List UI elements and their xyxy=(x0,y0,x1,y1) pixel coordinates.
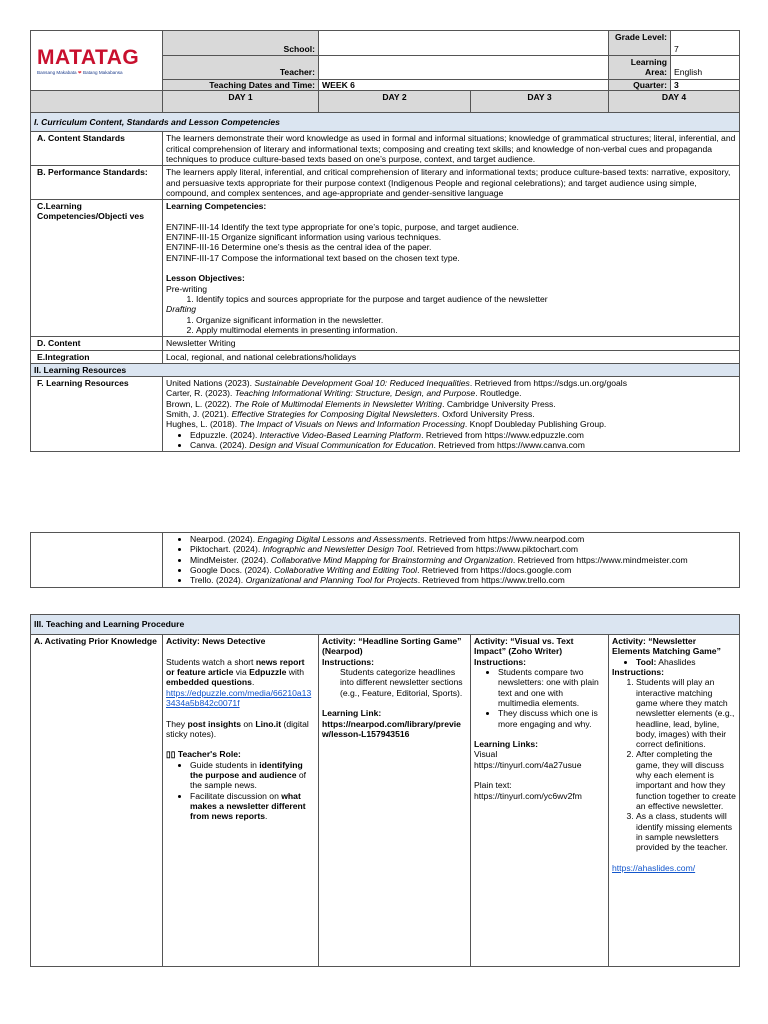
section3-title: III. Teaching and Learning Procedure xyxy=(31,615,740,635)
teacher-label: Teacher: xyxy=(163,56,319,80)
integration-value: Local, regional, and national celebrations/holidays xyxy=(163,350,740,363)
reference-item: • MindMeister. (2024). Collaborative Mind Mapping for Brainstorming and Organization. Retrieved from https://www.mindmeister.com xyxy=(190,555,736,565)
quarter-value: 3 xyxy=(671,79,740,90)
resources-label-empty xyxy=(31,533,163,588)
day2-link-label: Learning Link: xyxy=(322,708,382,719)
prewriting-label: Pre-writing xyxy=(166,283,208,294)
reference-item: • Edpuzzle. (2024). Interactive Video-Based Learning Platform. Retrieved from https://www.edpuzzle.com xyxy=(190,430,736,440)
lesson-plan-table-continued xyxy=(30,532,740,588)
performance-standards-text: The learners apply literal, inferential, and critical comprehension of literary and informational texts; produce culture-based texts: narrative, expository, and persuasive texts appropriate for their purpose context (Indigenous People and regional celebrations); and target audience using simple, compound, and complex sentences, and age-appropriate and gender-sensitive language xyxy=(163,166,740,200)
reference-item: United Nations (2023). Sustainable Development Goal 10: Reduced Inequalities. Retrieved from https://sdgs.un.org/goals xyxy=(166,378,627,389)
resources-label: F. Learning Resources xyxy=(31,377,163,452)
teacher-role-list xyxy=(166,760,315,822)
grade-label: Grade Level: xyxy=(609,31,671,56)
reference-item: Brown, L. (2022). The Role of Multimodal Elements in Newsletter Writing. Cambridge University Press. xyxy=(166,398,556,409)
competency-item: EN7INF-III-17 Compose the informational text based on the chosen text type. xyxy=(166,252,460,263)
prewriting-item: 1. Identify topics and sources appropriate for the purpose and target audience of the newsletter xyxy=(196,294,736,304)
competency-item: EN7INF-III-14 Identify the text type appropriate for one’s topic, purpose, and target audience. xyxy=(166,221,519,232)
heart-icon: ❤ xyxy=(77,70,82,76)
plain-text-label: Plain text: xyxy=(474,780,512,791)
teaching-procedure-table xyxy=(30,614,740,967)
day1-activity-title: Activity: News Detective xyxy=(166,636,266,646)
lesson-plan-table-page1 xyxy=(30,30,740,452)
day4-activity-title: Activity: “Newsletter Elements Matching Game” xyxy=(612,636,721,657)
day4-instructions-list xyxy=(612,677,736,852)
day3-instructions-label: Instructions: xyxy=(474,656,527,667)
day4-activity-cell xyxy=(609,635,740,967)
logo-tagline: Bansang Makabata ❤ Batang Makabansa xyxy=(37,70,123,76)
reference-item: • Google Docs. (2024). Collaborative Writing and Editing Tool. Retrieved from https://docs.google.com xyxy=(190,565,736,575)
day2-instructions-text: Students categorize headlines into different newsletter sections (e.g., Feature, Editorial, Sports). xyxy=(340,666,463,698)
edpuzzle-link[interactable]: https://edpuzzle.com/media/66210a133434a5b842c0071f xyxy=(166,687,312,708)
day2-header: DAY 2 xyxy=(319,90,471,112)
day2-activity-title: Activity: “Headline Sorting Game” (Nearpod) xyxy=(322,636,462,657)
resources-cell-continued xyxy=(163,533,740,588)
day1-header: DAY 1 xyxy=(163,90,319,112)
matatag-logo: MATATAG xyxy=(37,46,140,70)
competencies-heading: Learning Competencies: xyxy=(166,201,267,212)
day4-instruction-item: 3. As a class, students will identify missing elements in sample newsletters provided by the teacher. xyxy=(636,811,736,852)
day-header-spacer xyxy=(31,90,163,112)
day1-activity-cell xyxy=(163,635,319,967)
teacher-role-heading: ▯▯ Teacher's Role: xyxy=(166,749,241,760)
reference-item: • Nearpod. (2024). Engaging Digital Lessons and Assessments. Retrieved from https://www.nearpod.com xyxy=(190,534,736,544)
drafting-item: 1. Organize significant information in the newsletter. xyxy=(196,315,736,325)
resources-cell xyxy=(163,377,740,452)
reference-item: • Trello. (2024). Organizational and Planning Tool for Projects. Retrieved from https://www.trello.com xyxy=(190,575,736,585)
area-label: Learning Area: xyxy=(609,56,671,80)
drafting-item: 2. Apply multimodal elements in presenting information. xyxy=(196,325,736,335)
content-value: Newsletter Writing xyxy=(163,337,740,350)
drafting-label: Drafting xyxy=(166,304,197,315)
section2-title: II. Learning Resources xyxy=(31,363,740,376)
logo-cell xyxy=(31,31,163,91)
activating-label: A. Activating Prior Knowledge xyxy=(31,635,163,967)
reference-item: • Piktochart. (2024). Infographic and Newsletter Design Tool. Retrieved from https://www.piktochart.com xyxy=(190,544,736,554)
reference-item: • Canva. (2024). Design and Visual Communication for Education. Retrieved from https://www.canva.com xyxy=(190,440,736,450)
competencies-label: C.Learning Competencies/Objecti ves xyxy=(31,200,163,337)
ahaslides-link[interactable]: https://ahaslides.com/ xyxy=(612,862,696,873)
day1-description: Students watch a short news report or feature article via Edpuzzle with embedded questions. xyxy=(166,656,305,688)
content-standards-text: The learners demonstrate their word knowledge as used in formal and informal situations; knowledge of grammatical structures; literal, inferential, and critical comprehension of literary and informational texts; composing and creating text skills; and knowledge of non-verbal cues and propaganda techniques to produce culture-based texts based on one’s purpose, context, and target audience. xyxy=(163,132,740,166)
grade-value: 7 xyxy=(671,31,740,56)
drafting-list xyxy=(166,315,736,336)
reference-item: Hughes, L. (2018). The Impact of Visuals on News and Information Processing. Knopf Doubleday Publishing Group. xyxy=(166,419,607,430)
content-standards-label: A. Content Standards xyxy=(31,132,163,166)
competency-item: EN7INF-III-15 Organize significant information using various techniques. xyxy=(166,232,442,243)
day4-instruction-item: 1. Students will play an interactive matching game where they match newsletter elements (e.g., headline, lead, byline, body, images) with their correct definitions. xyxy=(636,677,736,749)
area-value: English xyxy=(671,56,740,80)
content-label: D. Content xyxy=(31,337,163,350)
teacher-value xyxy=(319,56,609,80)
tool-reference-list xyxy=(166,430,736,451)
day4-instruction-item: 2. After completing the game, they will discuss why each element is important and how they function together to create an effective newsletter. xyxy=(636,749,736,811)
competency-item: EN7INF-III-16 Determine one’s thesis as the central idea of the paper. xyxy=(166,242,432,253)
tool-reference-list xyxy=(166,534,736,586)
visual-link[interactable]: https://tinyurl.com/4a27usue xyxy=(474,759,582,770)
teacher-role-item: • Facilitate discussion on what makes a newsletter different from news reports. xyxy=(190,791,315,822)
section1-title: I. Curriculum Content, Standards and Lesson Competencies xyxy=(31,112,740,131)
competencies-cell xyxy=(163,200,740,337)
dates-label: Teaching Dates and Time: xyxy=(163,79,319,90)
reference-item: Smith, J. (2021). Effective Strategies for Composing Digital Newsletters. Oxford University Press. xyxy=(166,409,535,420)
day4-tool-list xyxy=(612,657,736,667)
teacher-role-icon: ▯▯ xyxy=(166,749,176,760)
reference-item: Carter, R. (2023). Teaching Informational Writing: Structure, Design, and Purpose. Routledge. xyxy=(166,388,522,399)
performance-standards-label: B. Performance Standards: xyxy=(31,166,163,200)
school-label: School: xyxy=(163,31,319,56)
day2-activity-cell xyxy=(319,635,471,967)
day2-instructions-label: Instructions: xyxy=(322,656,375,667)
day3-activity-title: Activity: “Visual vs. Text Impact” (Zoho Writer) xyxy=(474,636,574,657)
prewriting-list xyxy=(166,294,736,304)
dates-value: WEEK 6 xyxy=(319,79,609,90)
day3-instruction-item: • They discuss which one is more engaging and why. xyxy=(498,708,605,729)
day3-activity-cell xyxy=(471,635,609,967)
visual-label: Visual xyxy=(474,749,498,760)
quarter-label: Quarter: xyxy=(609,79,671,90)
day3-instruction-item: • Students compare two newsletters: one with plain text and one with multimedia elements. xyxy=(498,667,605,708)
day4-header: DAY 4 xyxy=(609,90,740,112)
day4-instructions-label: Instructions: xyxy=(612,666,665,677)
day4-tool: • Tool: Ahaslides xyxy=(636,657,736,667)
objectives-heading: Lesson Objectives: xyxy=(166,273,245,284)
day1-post-insights: They post insights on Lino.it (digital sticky notes). xyxy=(166,718,309,739)
plain-text-link[interactable]: https://tinyurl.com/yc6wv2fm xyxy=(474,790,582,801)
day3-instructions-list xyxy=(474,667,605,729)
integration-label: E.Integration xyxy=(31,350,163,363)
nearpod-link[interactable]: https://nearpod.com/library/preview/lesson-L157943516 xyxy=(322,718,461,739)
day3-links-label: Learning Links: xyxy=(474,739,538,750)
school-value xyxy=(319,31,609,56)
day3-header: DAY 3 xyxy=(471,90,609,112)
teacher-role-item: • Guide students in identifying the purpose and audience of the sample news. xyxy=(190,760,315,791)
